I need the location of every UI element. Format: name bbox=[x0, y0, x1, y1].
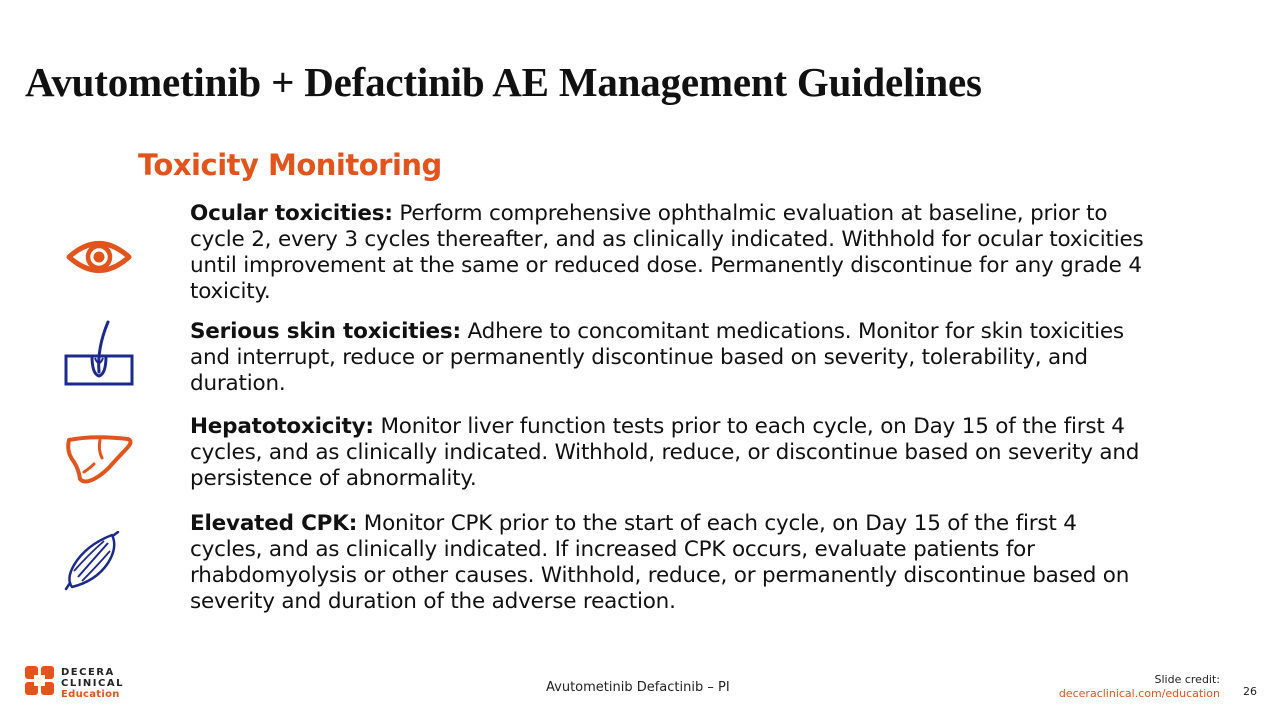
item-text: Perform comprehensive ophthalmic evaluation at baseline, prior to cycle 2, every 3 cycles thereafter, and as clinically indicated. Withhold for ocular toxicities until improvement at the same or reduced dose. Permanently discontinue for any grade 4 toxicity. bbox=[190, 201, 1144, 304]
liver-icon bbox=[64, 434, 134, 486]
item-heading: Hepatotoxicity: bbox=[190, 414, 374, 439]
logo-text bbox=[61, 667, 124, 700]
logo-line-1: DECERA bbox=[61, 667, 115, 678]
section-title: Toxicity Monitoring bbox=[138, 148, 442, 182]
elevated-cpk-item bbox=[190, 511, 1150, 615]
credit-label: Slide credit: bbox=[1154, 673, 1220, 686]
item-text: Adhere to concomitant medications. Monitor for skin toxicities and interrupt, reduce or permanently discontinue based on severity, tolerability, and duration. bbox=[190, 319, 1124, 396]
credit-link[interactable]: deceraclinical.com/education bbox=[1058, 687, 1220, 700]
item-text: Monitor liver function tests prior to each cycle, on Day 15 of the first 4 cycles, and as clinically indicated. Withhold, reduce, or discontinue based on severity and persistence of abnormality. bbox=[190, 414, 1140, 491]
item-heading: Ocular toxicities: bbox=[190, 201, 393, 226]
logo-line-2: CLINICAL bbox=[61, 678, 124, 689]
item-heading: Serious skin toxicities: bbox=[190, 319, 461, 344]
skin-follicle-icon bbox=[64, 318, 134, 388]
skin-toxicities-item bbox=[190, 319, 1150, 397]
footer-reference: Avutometinib Defactinib – PI bbox=[546, 680, 730, 695]
muscle-icon bbox=[64, 531, 120, 591]
decera-logo-icon bbox=[25, 666, 55, 696]
ocular-toxicities-item bbox=[190, 201, 1150, 305]
item-heading: Elevated CPK: bbox=[190, 511, 358, 536]
slide-title: Avutometinib + Defactinib AE Management Guidelines bbox=[25, 59, 982, 105]
slide-credit bbox=[1059, 673, 1220, 701]
page-number: 26 bbox=[1243, 685, 1257, 698]
item-text: Monitor CPK prior to the start of each cycle, on Day 15 of the first 4 cycles, and as clinically indicated. If increased CPK occurs, evaluate patients for rhabdomyolysis or other causes. Withhold, reduce, or permanently discontinue based on severity and duration of the adverse reaction. bbox=[190, 511, 1130, 614]
logo-line-3: Education bbox=[61, 689, 120, 700]
hepatotoxicity-item bbox=[190, 414, 1150, 492]
eye-icon bbox=[66, 236, 132, 278]
